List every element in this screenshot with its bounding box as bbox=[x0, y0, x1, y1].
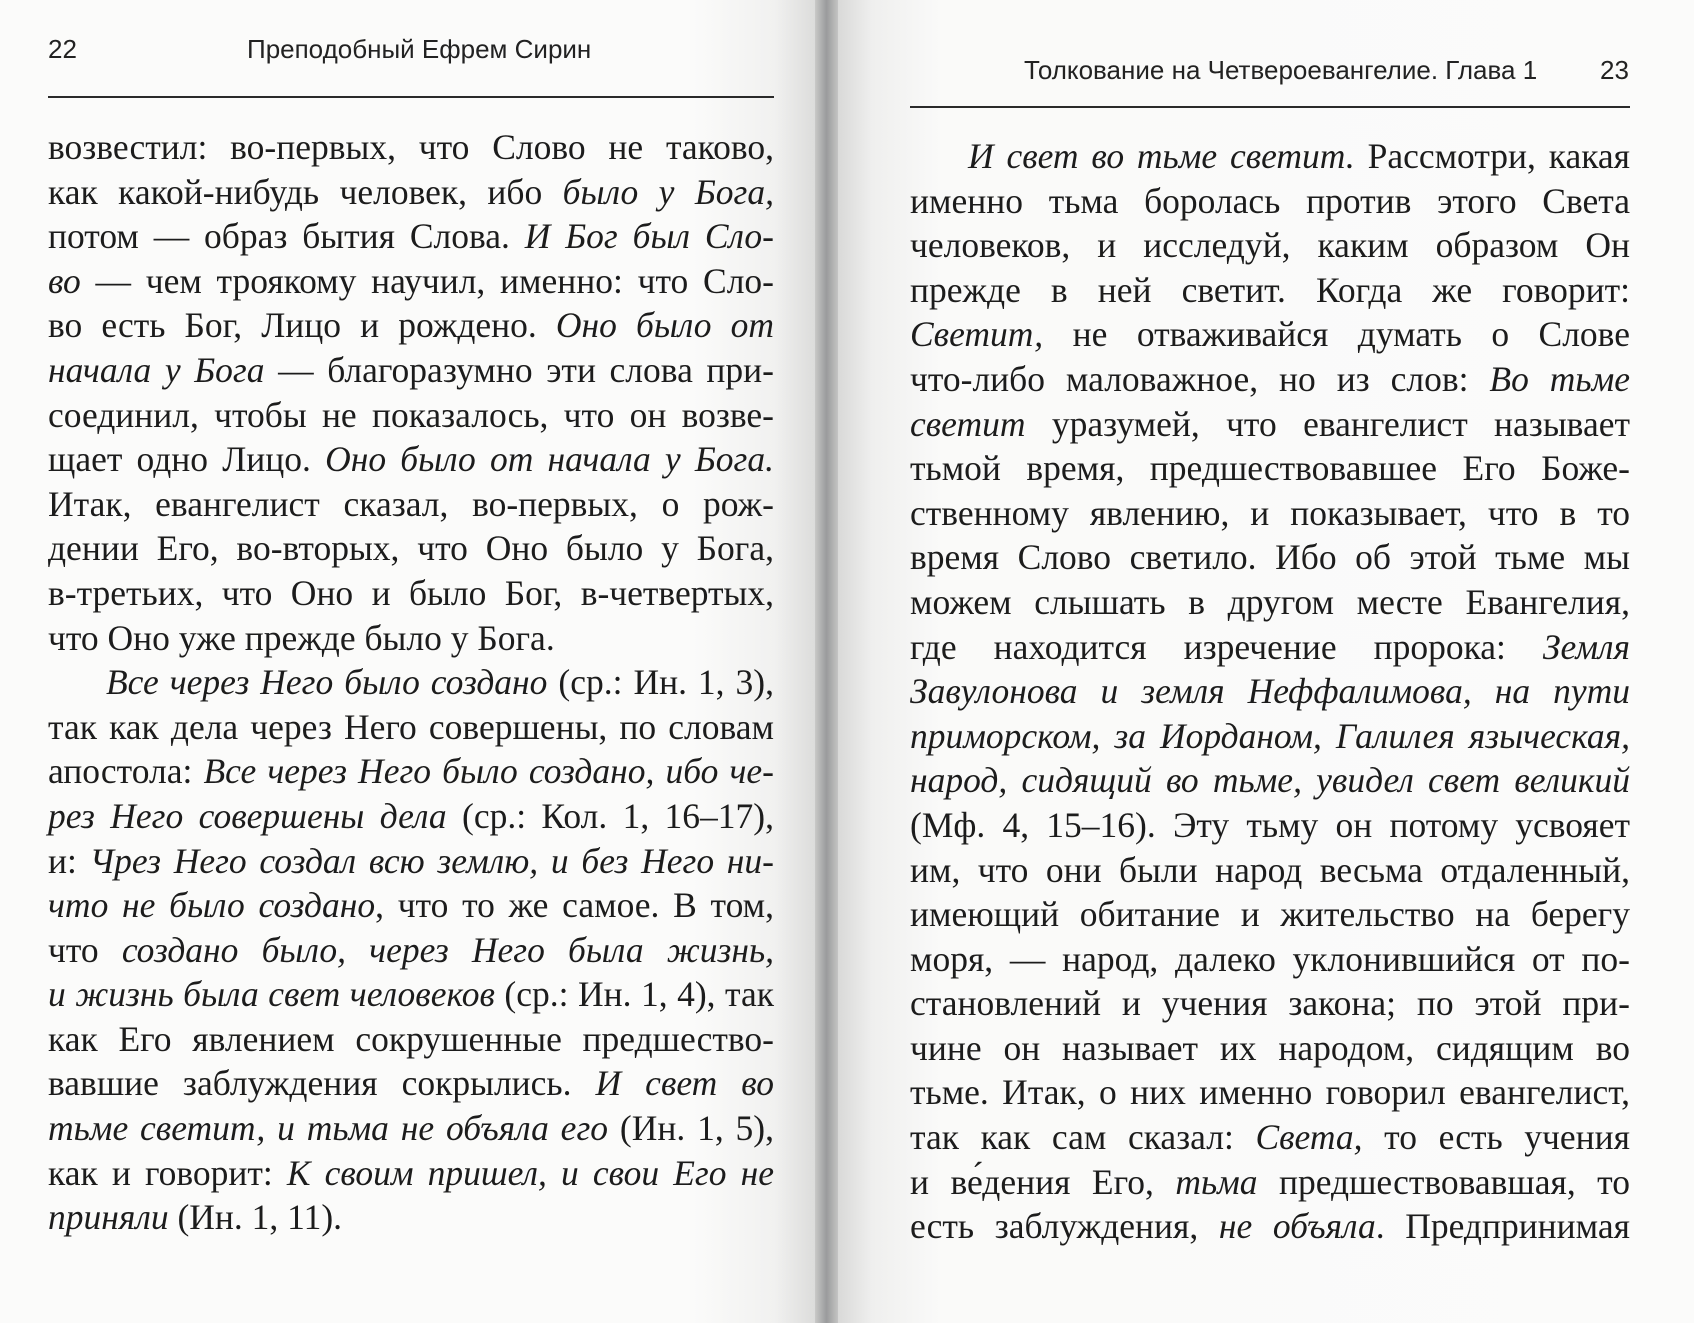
text-run: в-третьих, что Оно и было Бог, в-четвертых, bbox=[48, 572, 774, 613]
text-run: Итак, евангелист сказал, во-первых, о рож- bbox=[48, 483, 774, 524]
text-line bbox=[910, 669, 1630, 714]
text-run: щает одно Лицо. bbox=[48, 439, 326, 480]
text-run: не отваживайся думать о Слове bbox=[1043, 314, 1630, 355]
text-line bbox=[48, 259, 774, 304]
italic-quote: Все через Него было создано, ибо че- bbox=[203, 751, 775, 792]
italic-quote: И свет во bbox=[595, 1063, 774, 1104]
text-run: им, что они были народ весьма отдаленный, bbox=[910, 849, 1630, 890]
text-line bbox=[910, 1160, 1630, 1205]
text-line bbox=[48, 526, 774, 571]
italic-quote: тьме светит, и тьма не объяла его bbox=[48, 1108, 609, 1149]
italic-quote: начала у Бога bbox=[48, 349, 265, 390]
text-line bbox=[910, 402, 1630, 447]
text-run: имеющий обитание и жительство на берегу bbox=[910, 894, 1630, 935]
text-line bbox=[48, 839, 774, 884]
text-run: что-либо маловажное, но из слов: bbox=[910, 358, 1490, 399]
text-line bbox=[48, 1106, 774, 1151]
text-run: — чем троякому научил, именно: что Сло- bbox=[80, 260, 774, 301]
italic-quote: К своим пришел, и свои Его не bbox=[286, 1152, 774, 1193]
text-line bbox=[910, 268, 1630, 313]
text-run: тьме. Итак, о них именно говорил евангелист, bbox=[910, 1072, 1630, 1113]
text-run: вавшие заблуждения сокрылись. bbox=[48, 1063, 596, 1104]
text-run: моря, — народ, далеко уклонившийся от по- bbox=[910, 938, 1630, 979]
text-run: (ср.: Ин. 1, 4), так bbox=[494, 974, 775, 1015]
text-run: . Предпринимая bbox=[1375, 1206, 1630, 1247]
text-line bbox=[910, 223, 1630, 268]
text-run: то есть учения bbox=[1362, 1117, 1630, 1158]
italic-quote: Во тьме bbox=[1489, 358, 1630, 399]
text-run: возвестил: во-первых, что Слово не таково, bbox=[48, 127, 774, 167]
text-line bbox=[910, 1070, 1630, 1115]
text-line bbox=[910, 312, 1630, 357]
text-line bbox=[910, 1204, 1630, 1249]
text-run: есть заблуждения, bbox=[910, 1206, 1219, 1247]
text-run: как какой-нибудь человек, ибо bbox=[48, 171, 563, 212]
text-run: что bbox=[48, 929, 122, 970]
page-body bbox=[48, 125, 774, 1240]
italic-quote: И свет во тьме светит. bbox=[968, 136, 1355, 176]
italic-quote: И Бог был Сло- bbox=[524, 216, 774, 257]
text-run: уразумей, что евангелист называет bbox=[1025, 403, 1630, 444]
text-line bbox=[910, 1115, 1630, 1160]
text-line bbox=[910, 981, 1630, 1026]
text-run: прежде в ней светит. Когда же говорит: bbox=[910, 269, 1630, 310]
text-run: (ср.: Кол. 1, 16–17), bbox=[446, 795, 774, 836]
text-run: , что то же самое. В том, bbox=[375, 885, 774, 926]
italic-quote: Светит, bbox=[910, 314, 1044, 355]
text-run: потом — образ бытия Слова. bbox=[48, 216, 525, 257]
text-line bbox=[910, 892, 1630, 937]
text-line bbox=[910, 491, 1630, 536]
text-line bbox=[910, 848, 1630, 893]
text-run: — благоразумно эти слова при- bbox=[264, 349, 774, 390]
text-line bbox=[48, 571, 774, 616]
italic-quote: Света, bbox=[1255, 1117, 1363, 1158]
page-number: 23 bbox=[1600, 55, 1629, 85]
text-line bbox=[910, 1026, 1630, 1071]
text-line bbox=[48, 616, 774, 661]
text-line bbox=[48, 214, 774, 259]
text-line bbox=[910, 134, 1630, 179]
text-line bbox=[48, 170, 774, 215]
left-page bbox=[0, 0, 815, 1323]
text-line bbox=[910, 758, 1630, 803]
italic-quote: что не было создано bbox=[48, 885, 376, 926]
page-number: 22 bbox=[48, 34, 77, 64]
italic-quote: Оно было от начала у Бога. bbox=[325, 439, 775, 480]
text-line bbox=[48, 749, 774, 794]
text-line bbox=[48, 705, 774, 750]
text-line bbox=[910, 937, 1630, 982]
italic-quote: Оно было от bbox=[555, 305, 774, 346]
text-run: и: bbox=[48, 840, 90, 881]
text-run: как Его явлением сокрушенные предшество- bbox=[48, 1018, 774, 1059]
text-run: так как сам сказал: bbox=[910, 1117, 1256, 1158]
text-run: во есть Бог, Лицо и рождено. bbox=[48, 305, 556, 346]
text-line bbox=[48, 125, 774, 170]
text-line bbox=[910, 580, 1630, 625]
running-head: Толкование на Четвероевангелие. Глава 1 bbox=[1024, 55, 1538, 85]
text-line bbox=[48, 393, 774, 438]
text-line bbox=[910, 446, 1630, 491]
text-line bbox=[48, 303, 774, 348]
text-line bbox=[910, 179, 1630, 224]
text-line bbox=[910, 535, 1630, 580]
text-run: дении Его, во-вторых, что Оно было у Бога, bbox=[48, 528, 774, 569]
text-line bbox=[910, 714, 1630, 759]
book-gutter bbox=[815, 0, 838, 1323]
italic-quote: было у Бога, bbox=[562, 171, 774, 212]
header-rule bbox=[910, 106, 1630, 108]
text-run: соединил, чтобы не показалось, что он возве- bbox=[48, 394, 774, 435]
italic-quote: не объяла bbox=[1218, 1206, 1376, 1247]
text-line bbox=[910, 625, 1630, 670]
text-run: (Ин. 1, 5), bbox=[608, 1108, 774, 1149]
text-run: можем слышать в другом месте Евангелия, bbox=[910, 581, 1630, 622]
text-line bbox=[48, 928, 774, 973]
text-line bbox=[48, 437, 774, 482]
italic-quote: рез Него совершены дела bbox=[48, 795, 447, 836]
text-run: так как дела через Него совершены, по словам bbox=[48, 706, 774, 747]
italic-quote: создано было, через Него была жизнь, bbox=[121, 929, 775, 970]
running-head: Преподобный Ефрем Сирин bbox=[247, 34, 592, 64]
text-run: чине он называет их народом, сидящим во bbox=[910, 1027, 1630, 1068]
text-line bbox=[48, 972, 774, 1017]
italic-quote: тьма bbox=[1175, 1161, 1258, 1202]
text-run: ственному явлению, и показывает, что в то bbox=[910, 492, 1630, 533]
text-run: человеков, и исследуй, каким образом Он bbox=[910, 225, 1630, 266]
text-run: где находится изречение пророка: bbox=[910, 626, 1543, 667]
text-run: (Мф. 4, 15–16). Эту тьму он потому усвояет bbox=[910, 804, 1630, 845]
italic-quote: народ, сидящий во тьме, увидел свет великий bbox=[910, 760, 1630, 801]
text-run: предшествовавшая, то bbox=[1257, 1161, 1630, 1202]
text-line bbox=[910, 803, 1630, 848]
italic-quote: светит bbox=[910, 403, 1026, 444]
italic-quote: Земля bbox=[1542, 626, 1630, 667]
italic-quote: во bbox=[48, 260, 81, 301]
text-line bbox=[48, 1061, 774, 1106]
italic-quote: приняли bbox=[48, 1197, 169, 1238]
italic-quote: Чрез Него создал всю землю, и без Него ни- bbox=[89, 840, 774, 881]
text-run: апостола: bbox=[48, 751, 204, 792]
italic-quote: и жизнь была свет человеков bbox=[48, 974, 495, 1015]
italic-quote: Завулонова и земля Неффалимова, на пути bbox=[910, 671, 1630, 712]
text-run: время Слово светило. Ибо об этой тьме мы bbox=[910, 537, 1630, 578]
header-rule bbox=[48, 96, 774, 98]
text-line bbox=[48, 482, 774, 527]
text-run: Рассмотри, какая bbox=[1354, 136, 1631, 176]
text-line bbox=[48, 348, 774, 393]
italic-quote: Все через Него было создано bbox=[106, 662, 548, 703]
text-run: (Ин. 1, 11). bbox=[168, 1197, 343, 1238]
right-page bbox=[838, 0, 1694, 1323]
text-run: становлений и учения закона; по этой при- bbox=[910, 983, 1630, 1024]
text-run: (ср.: Ин. 1, 3), bbox=[547, 662, 774, 703]
text-line bbox=[48, 883, 774, 928]
text-line bbox=[48, 660, 774, 705]
text-line bbox=[48, 1151, 774, 1196]
text-run: тьмой время, предшествовавшее Его Боже- bbox=[910, 448, 1630, 489]
text-line bbox=[48, 1017, 774, 1062]
page-body bbox=[910, 134, 1630, 1249]
text-line bbox=[48, 794, 774, 839]
text-line bbox=[910, 357, 1630, 402]
text-line bbox=[48, 1195, 774, 1240]
text-run: именно тьма боролась против этого Света bbox=[910, 180, 1630, 221]
italic-quote: приморском, за Иорданом, Галилея языческая, bbox=[910, 715, 1630, 756]
text-run: как и говорит: bbox=[48, 1152, 287, 1193]
text-run: что Оно уже прежде было у Бога. bbox=[48, 617, 555, 658]
text-run: и ве́дения Его, bbox=[910, 1161, 1176, 1202]
